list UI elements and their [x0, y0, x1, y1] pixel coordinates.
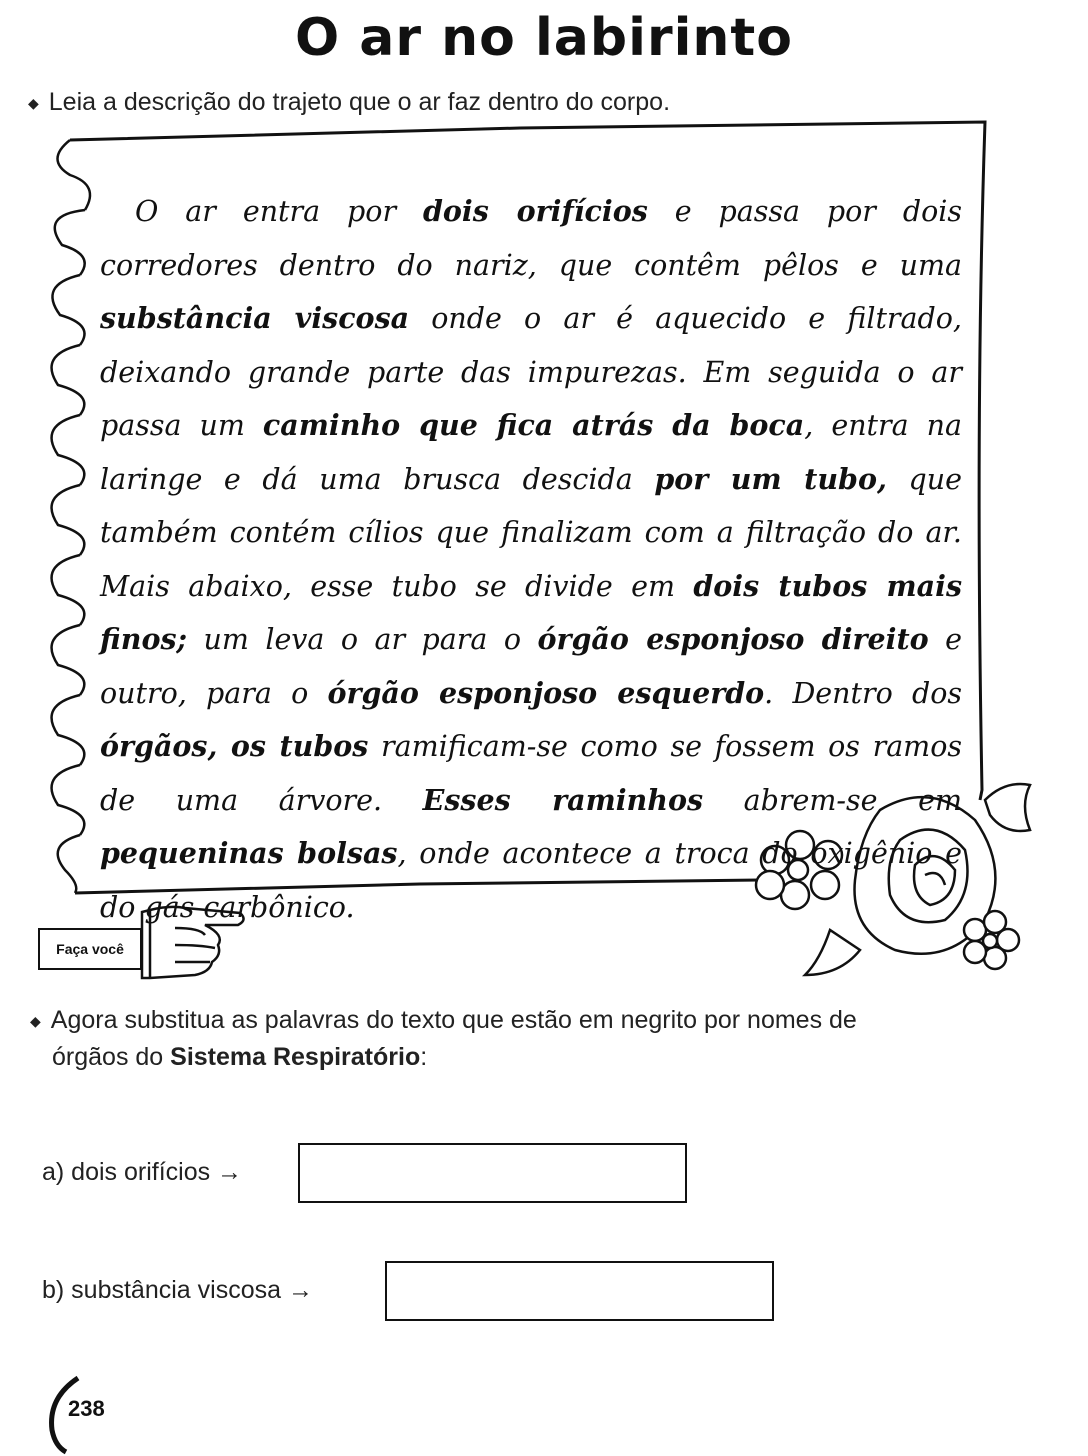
story-segment: , onde acontece a troca do oxigênio e do gás carbônico. — [100, 837, 962, 924]
story-segment: e passa por dois corredores dentro do nariz, que contêm pêlos e uma — [100, 195, 962, 282]
story-bold-segment: dois orifícios — [423, 194, 648, 228]
story-segment: O ar entra por — [135, 195, 423, 228]
story-bold-segment: órgão esponjoso direito — [537, 622, 929, 656]
story-bold-segment: órgão esponjoso esquerdo — [327, 675, 765, 710]
story-bold-segment: pequeninas bolsas — [100, 836, 398, 870]
story-segment: e outro, para o — [100, 623, 962, 710]
answer-b-label: b) substância viscosa → — [42, 1276, 313, 1304]
story-bold-segment: Esses raminhos — [422, 782, 704, 817]
bullet-icon: ◆ — [30, 1013, 41, 1030]
story-bold-segment: por um tubo, — [654, 461, 887, 496]
answer-a-box[interactable] — [298, 1143, 687, 1203]
story-segment: , entra na laringe e dá uma brusca descida — [100, 409, 962, 496]
story-bold-segment: substância viscosa — [100, 301, 410, 335]
instruction-read-text: Leia a descrição do trajeto que o ar faz dentro do corpo. — [48, 88, 671, 116]
story-segment: onde o ar é aquecido e filtrado, deixando grande parte das impurezas. Em seguida o ar passa um — [100, 302, 962, 442]
story-segment: abrem-se em — [703, 783, 962, 817]
story-segment: . Dentro dos — [764, 676, 962, 710]
page-number: 238 — [68, 1396, 105, 1421]
bullet-icon: ◆ — [28, 95, 39, 112]
answer-b-box[interactable] — [385, 1261, 774, 1321]
instruction-replace-line2: órgãos do — [52, 1043, 171, 1072]
instruction-replace-bold: Sistema Respiratório — [170, 1043, 421, 1072]
page-title: O ar no labirinto — [294, 8, 794, 68]
story-bold-segment: órgãos, os tubos — [100, 729, 369, 763]
story-bold-segment: caminho que fica atrás da boca — [262, 408, 805, 442]
story-segment: ramificam-se como se fossem os ramos de uma árvore. — [100, 730, 962, 817]
answer-a-label: a) dois orifícios → — [42, 1158, 243, 1186]
instruction-replace-end: : — [420, 1043, 428, 1072]
faca-voce-label: Faça você — [38, 928, 142, 970]
instruction-replace — [30, 1002, 1065, 1075]
story-segment: um leva o ar para o — [187, 623, 538, 656]
story-text — [100, 185, 962, 934]
notebook-spiral-icon — [52, 140, 90, 893]
story-bold-segment: dois tubos mais finos; — [100, 568, 963, 656]
story-segment: que também contém cílios que finalizam com a filtração do ar. Mais abaixo, esse tubo se divide em — [100, 462, 962, 603]
instruction-replace-line1: Agora substitua as palavras do texto que estão em negrito por nomes de — [50, 1006, 857, 1034]
